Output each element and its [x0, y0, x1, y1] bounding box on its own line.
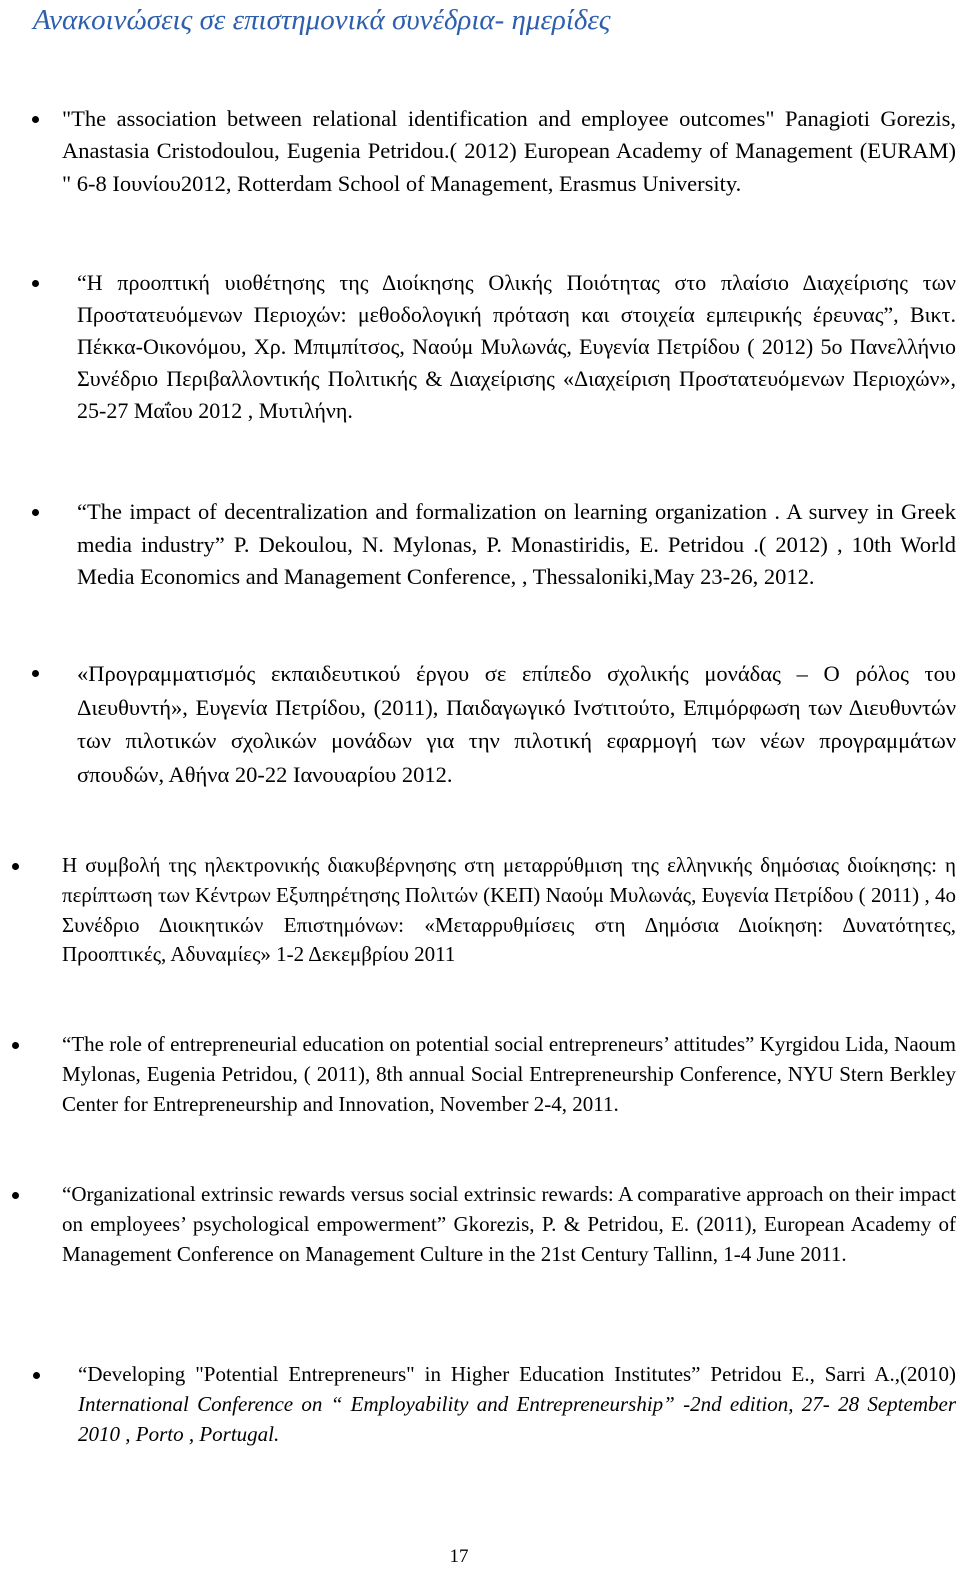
bullet-icon [32, 116, 39, 123]
list-item [62, 1030, 956, 1119]
list-item [77, 496, 956, 594]
list-item-text: "The association between relational identification and employee outcomes" Panagioti Gorezis, Anastasia Cristodoulou, Eugenia Petridou.( 2012) European Academy of Management (EURAM) " 6-8 Ιουνίου2012, Rotterdam School of Management, Erasmus University. [62, 106, 956, 196]
list-item-text: “The impact of decentralization and formalization on learning organization . A survey in Greek media industry” P. Dekoulou, N. Mylonas, P. Monastiridis, E. Petridou .( 2012) , 10th World Media Economics and Management Conference, , Thessaloniki,May 23-26, 2012. [77, 499, 956, 590]
list-item-text: Η συμβολή της ηλεκτρονικής διακυβέρνησης στη μεταρρύθμιση της ελληνικής δημόσιας διοίκησης: η περίπτωση των Κέντρων Εξυπηρέτησης Πολιτών (ΚΕΠ) Ναούμ Μυλωνάς, Ευγενία Πετρίδου ( 2011) , 4ο Συνέδριο Διοικητικών Επιστημόνων: «Μεταρρυθμίσεις στη Δημόσια Διοίκηση: Δυνατότητες, Προοπτικές, Αδυναμίες» 1-2 Δεκεμβρίου 2011 [62, 853, 956, 967]
bullet-icon [12, 1042, 19, 1049]
list-item [77, 267, 956, 427]
bullet-icon [12, 863, 19, 870]
bullet-icon [32, 509, 39, 516]
list-item [78, 1360, 956, 1449]
list-item [62, 103, 956, 200]
list-item-text: “Organizational extrinsic rewards versus social extrinsic rewards: A comparative approach on their impact on employees’ psychological empowerment” Gkorezis, P. & Petridou, E. (2011), European Academy of Management Conference on Management Culture in the 21st Century Tallinn, 1-4 June 2011. [62, 1182, 956, 1266]
bullet-icon [32, 280, 39, 287]
list-item [62, 851, 956, 970]
list-item [62, 1180, 956, 1269]
bullet-icon [33, 1372, 40, 1379]
list-item [77, 657, 956, 791]
list-item-text: «Προγραμματισμός εκπαιδευτικού έργου σε επίπεδο σχολικής μονάδας – Ο ρόλος του Διευθυντή», Ευγενία Πετρίδου, (2011), Παιδαγωγικό Ινστιτούτο, Επιμόρφωση των Διευθυντών των πιλοτικών σχολικών μονάδων για την πιλοτική εφαρμογή των νέων προγραμμάτων σπουδών, Αθήνα 20-22 Ιανουαρίου 2012. [77, 661, 956, 787]
list-item-text: “Developing "Potential Entrepreneurs" in Higher Education Institutes” Petridou E., Sarri A.,(2010) [78, 1362, 956, 1386]
list-item-italic-text: International Conference on “ Employability and Entrepreneurship” -2nd edition, 27- 28 September 2010 , Porto , Portugal. [78, 1391, 956, 1446]
bullet-icon [12, 1192, 19, 1199]
bullet-icon [32, 670, 39, 677]
page-number: 17 [449, 1546, 469, 1567]
list-item-text: “The role of entrepreneurial education on potential social entrepreneurs’ attitudes” Kyrgidou Lida, Naoum Mylonas, Eugenia Petridou, ( 2011), 8th annual Social Entrepreneurship Conference, NYU Stern Berkley Center for Entrepreneurship and Innovation, November 2-4, 2011. [62, 1032, 956, 1116]
page-heading: Ανακοινώσεις σε επιστημονικά συνέδρια- ημερίδες [33, 4, 611, 36]
list-item-text: “Η προοπτική υιοθέτησης της Διοίκησης Ολικής Ποιότητας στο πλαίσιο Διαχείρισης των Προστατευόμενων Περιοχών: μεθοδολογική πρόταση και στοιχεία εμπειρικής έρευνας”, Βικτ. Πέκκα-Οικονόμου, Χρ. Μπιμπίτσος, Ναούμ Μυλωνάς, Ευγενία Πετρίδου ( 2012) 5ο Πανελλήνιο Συνέδριο Περιβαλλοντικής Πολιτικής & Διαχείρισης «Διαχείριση Προστατευόμενων Περιοχών», 25-27 Μαΐου 2012 , Μυτιλήνη. [77, 270, 956, 423]
